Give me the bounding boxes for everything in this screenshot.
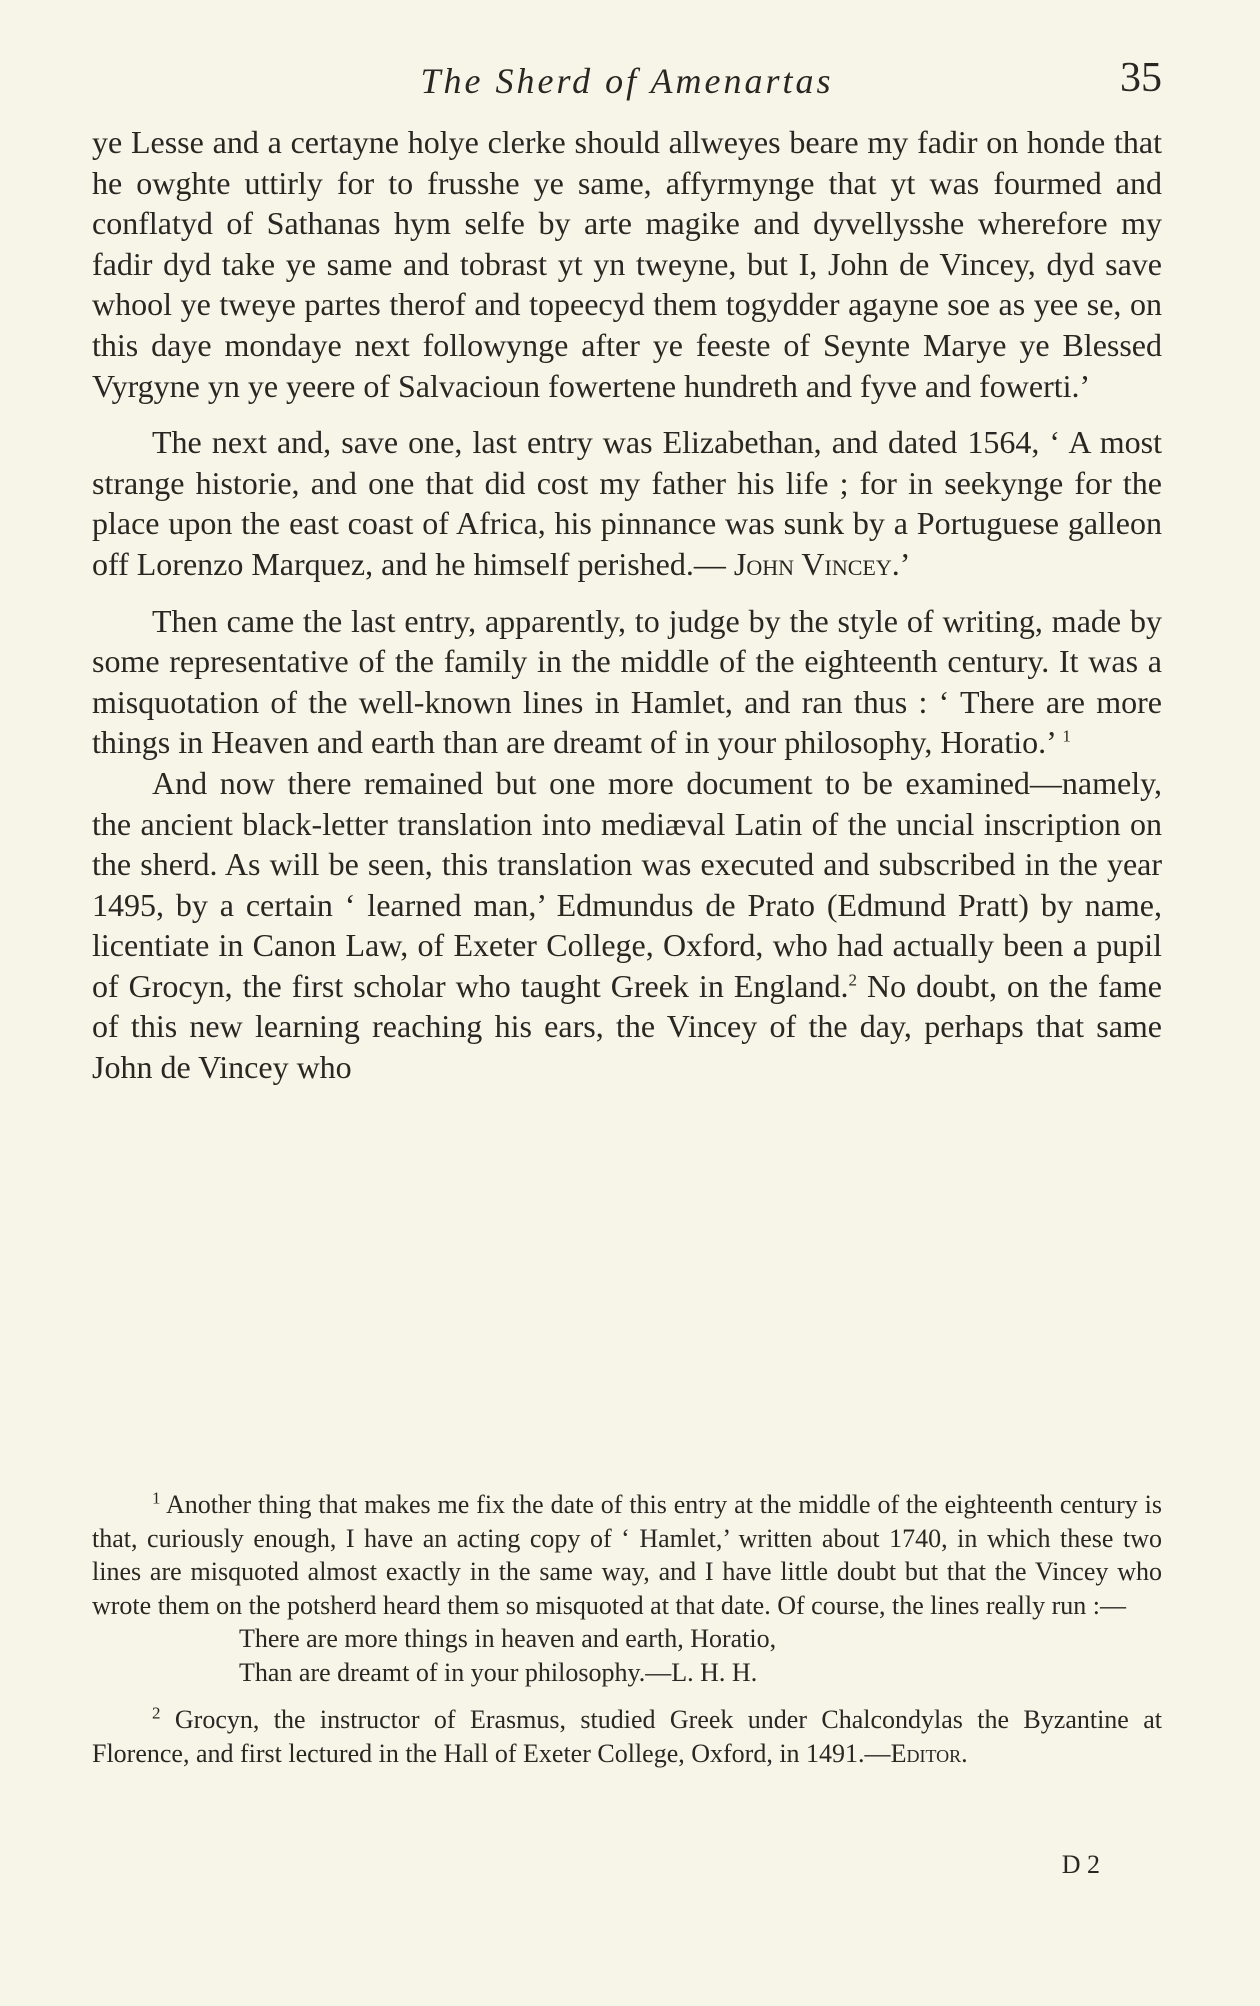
paragraph-text: And now there remained but one more document to be examined—namely, the ancient black-letter translation into mediæval Latin of the uncial inscription on the sherd. As will be seen, this translation was executed and subscribed in the year 1495, by a certain ‘ learned man,’ Edmundus de Prato (Edmund Pratt) by name, licentiate in Canon Law, of Exeter College, Oxford, who had actually been a pupil of Grocyn, the first scholar who taught Greek in England. <box>92 764 1162 1004</box>
printer-signature-mark: D 2 <box>1061 1850 1100 1879</box>
footnote-1-text: Another thing that makes me fix the date of this entry at the middle of the eighteenth century is that, curiously enough, I have an acting copy of ‘ Hamlet,’ written about 1740, in which these two lines are misquoted almost exactly in the same way, and I have little doubt but that the Vincey who wrote them on the potsherd heard them so misquoted at that date. Of course, the lines really run :— <box>92 1490 1162 1620</box>
footnotes <box>92 1488 1162 1770</box>
paragraph-elizabethan-entry <box>92 422 1162 584</box>
footnote-2-text: Grocyn, the instructor of Erasmus, studied Greek under Chalcondylas the Byzantine at Florence, and first lectured in the Hall of Exeter College, Oxford, in 1491.— <box>92 1705 1162 1768</box>
running-head <box>92 52 1162 112</box>
footnote-ref-2[interactable]: 2 <box>848 970 857 990</box>
footnote-2 <box>92 1703 1162 1770</box>
paragraph-last-entry <box>92 601 1162 763</box>
paragraph-translation <box>92 763 1162 1088</box>
footnote-1 <box>92 1488 1162 1622</box>
body-text <box>92 122 1162 1088</box>
paragraph-text: Then came the last entry, apparently, to judge by the style of writing, made by some representative of the family in the middle of the eighteenth century. It was a misquotation of the well-known lines in Hamlet, and ran thus : ‘ There are more things in Heaven and earth than are dreamt of in your philosophy, Horatio.’ <box>92 602 1162 761</box>
paragraph-text: The next and, save one, last entry was Elizabethan, and dated 1564, ‘ A most strange historie, and one that did cost my father his life ; for in seekynge for the place upon the east coast of Africa, his pinnance was sunk by a Portuguese galleon off Lorenzo Marquez, and he himself perished.— <box>92 424 1162 582</box>
quoted-verse-line-2: Than are dreamt of in your philosophy.—L. H. H. <box>239 1657 758 1687</box>
paragraph-text-continued: No doubt, on the fame of this new learning reaching his ears, the Vincey of the day, perhaps that same John de Vincey who <box>92 967 1163 1086</box>
page-number: 35 <box>1120 55 1162 101</box>
signature-john-vincey: John Vincey.’ <box>733 545 911 582</box>
quoted-verse-line-1: There are more things in heaven and earth, Horatio, <box>239 1624 777 1653</box>
footnote-ref-1[interactable]: 1 <box>1062 726 1071 746</box>
paragraph-continued: ye Lesse and a certayne holye clerke should allweyes beare my fadir on honde that he owghte uttirly for to frusshe ye same, affyrmynge that yt was fourmed and conflatyd of Sathanas hym selfe by arte magike and dyvellysshe wherefore my fadir dyd take ye same and tobrast yt yn tweyne, but I, John de Vincey, dyd save whool ye tweye partes therof and topeecyd them togydder agayne soe as yee se, on this daye mondaye next followynge after ye feeste of Seynte Marye ye Blessed Vyrgyne yn ye yeere of Salvacioun fowertene hundreth and fyve and fowerti.’ <box>92 124 1162 404</box>
footnote-marker-1: 1 <box>152 1488 161 1508</box>
running-title: The Sherd of Amenartas <box>420 61 834 101</box>
footnote-marker-2: 2 <box>152 1703 161 1723</box>
footnote-2-signature: Editor. <box>890 1738 968 1768</box>
